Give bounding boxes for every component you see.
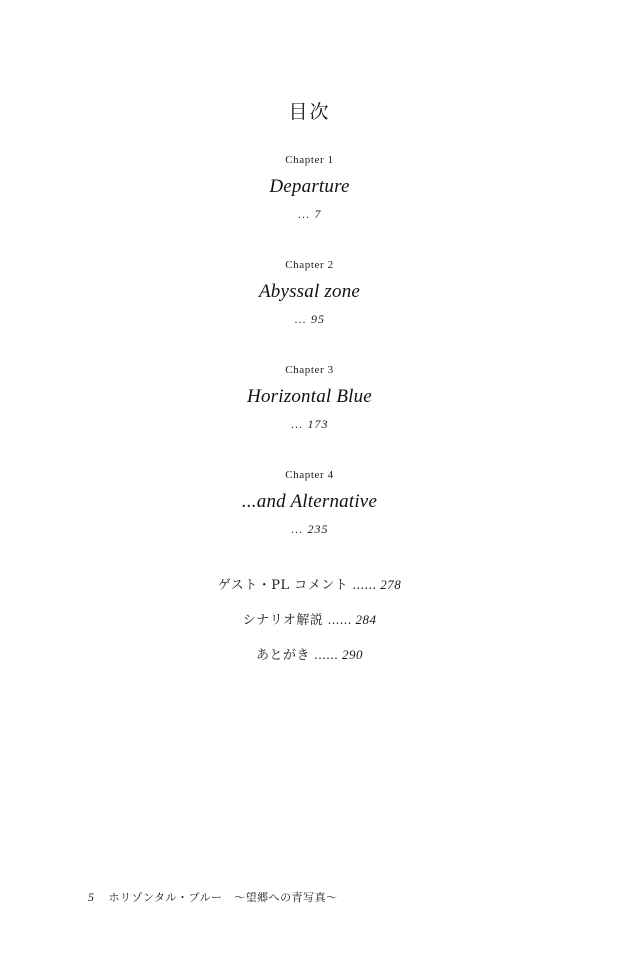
- chapter-page-ref: [0, 207, 619, 222]
- extra-label: ゲスト・PL コメント: [217, 578, 349, 593]
- page-number: 173: [307, 417, 329, 431]
- toc-extra-entry: [0, 644, 619, 663]
- chapter-title: Abyssal zone: [258, 281, 361, 302]
- chapter-page-ref: [0, 522, 619, 537]
- chapter-list: [0, 154, 619, 537]
- chapter-label: Chapter 4: [285, 469, 334, 481]
- page-number: 290: [342, 647, 363, 662]
- folio-number: 5: [88, 890, 95, 904]
- chapter-title: Departure: [269, 176, 350, 197]
- extra-label: あとがき: [255, 648, 310, 663]
- page-number: 235: [307, 522, 329, 536]
- leader-dots: ……: [327, 613, 352, 627]
- toc-entry: [0, 364, 619, 432]
- leader-dots: …: [290, 417, 304, 431]
- document-page: [0, 97, 619, 971]
- leader-dots: …: [290, 522, 304, 536]
- leader-dots: ……: [352, 578, 377, 592]
- page-title: 目次: [288, 101, 331, 123]
- page-number: 7: [314, 207, 322, 221]
- extra-label: シナリオ解説: [242, 613, 324, 628]
- chapter-label: Chapter 2: [285, 259, 334, 271]
- chapter-title: ...and Alternative: [241, 491, 378, 512]
- page-footer: [88, 889, 338, 905]
- toc-entry: [0, 154, 619, 222]
- chapter-page-ref: [0, 312, 619, 327]
- page-number: 95: [311, 312, 325, 326]
- leader-dots: ……: [314, 648, 338, 662]
- leader-dots: …: [294, 312, 307, 326]
- toc-extra-entry: [0, 609, 619, 628]
- toc-entry: [0, 469, 619, 537]
- leader-dots: …: [297, 207, 311, 221]
- toc-extra-entry: [0, 574, 619, 593]
- page-number: 284: [355, 612, 377, 627]
- chapter-page-ref: [0, 417, 619, 432]
- page-number: 278: [380, 577, 402, 592]
- toc-entry: [0, 259, 619, 327]
- chapter-label: Chapter 1: [285, 154, 334, 166]
- chapter-label: Chapter 3: [285, 364, 334, 376]
- chapter-title: Horizontal Blue: [247, 386, 372, 407]
- running-title: ホリゾンタル・ブルー 〜望郷への青写真〜: [108, 891, 338, 904]
- supplementary-list: [0, 574, 619, 663]
